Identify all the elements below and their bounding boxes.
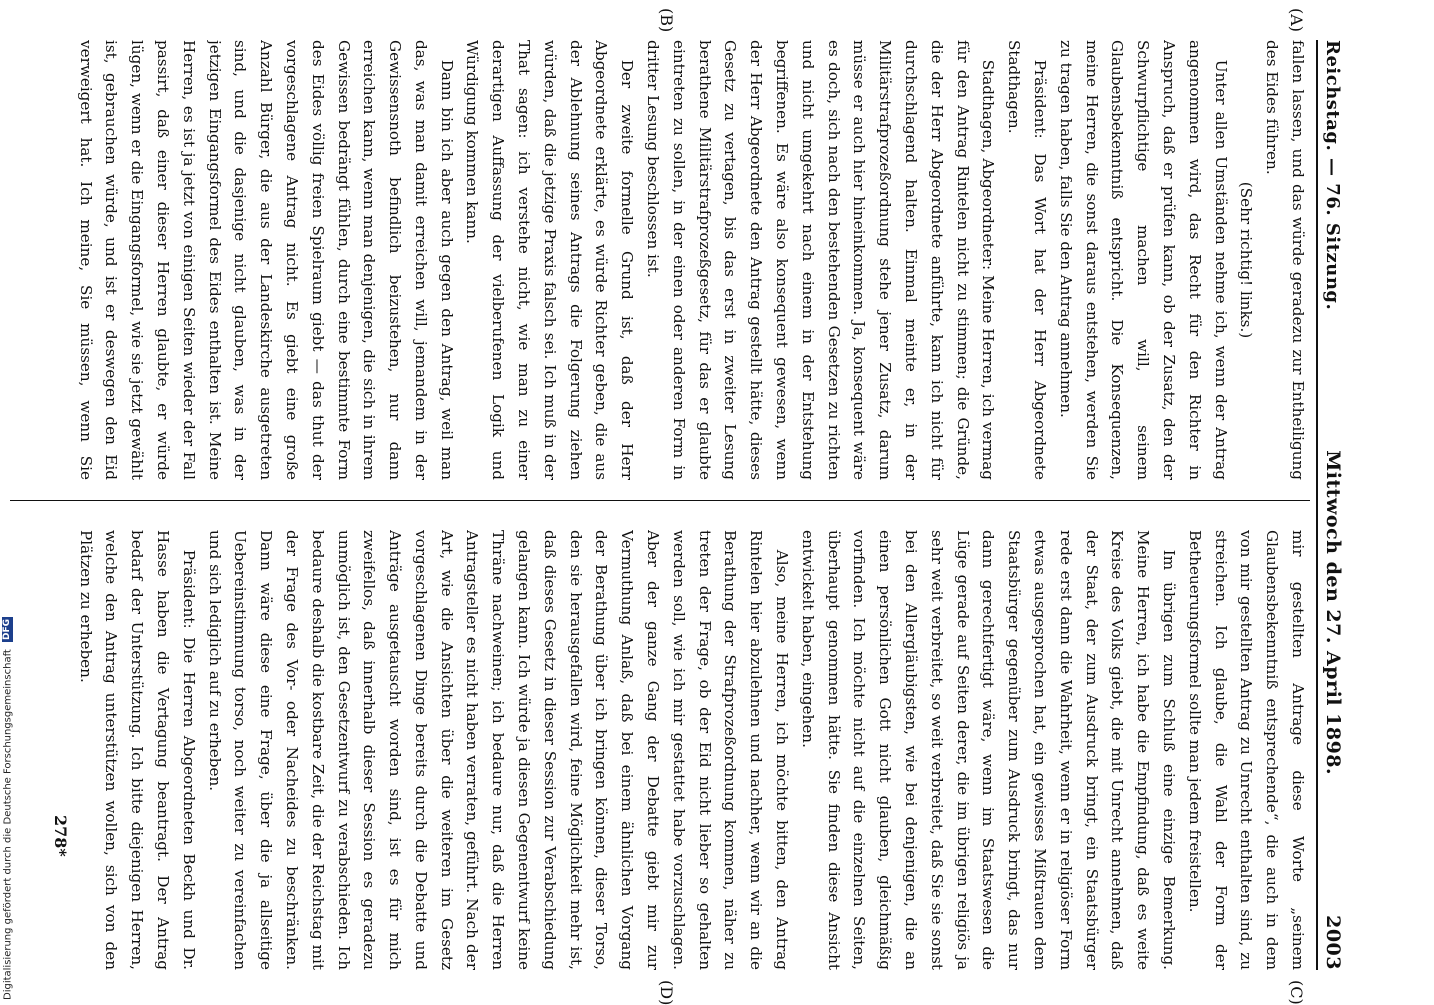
paragraph: Also, meine Herren, ich möchte bitten, den Antrag Rintelen hier abzulehnen und nachher, wenn wir an die Berathung der Strafprozeßordnung kommen, näher zu treten der Frage, ob der Eid nicht lieber so gehalten werden soll, wie ich mir gestattet habe vorzuschlagen. Aber der ganze Gang der Debatte giebt mir zur Vermuthung Anlaß, daß bei einem ähnlichen Vorgang der Berathung über ich bringen können, dieser Torso, den sie herausgefallen wird, feine Möglichkeit mehr ist, daß dieses Gesetz in dieser Session zur Verabschiedung gelangen kann. Ich würde ja diesen Gegenentwurf keine Thräne nachweinen; ich bedaure nur, daß die Herren Antragsteller es nicht haben verraten, geführt. Nach der Art, wie die Ansichten über die weiteren im Gesetz vorgeschlagenen Dinge bereits durch die Debatte und Anträge ausgetauscht worden sind, ist es für mich zweifellos, daß innerhalb dieser Session es geradezu unmöglich ist, den Gesetzentwurf zu verabschieden. Ich bedaure deshalb die kostbare Zeit, die der Reichstag mit der Frage des Vor- oder Nacheides zu beschränken. Dann wäre diese eine Frage, über die ja allseitige Uebereinstimmung torso, noch weiter zu vereinfachen und sich lediglich auf zu erheben. (205, 530, 792, 970)
paragraph: Im übrigen zum Schluß eine einzige Bemerkung. Meine Herren, ich habe die Empfindung, daß es weite Kreise des Volks giebt, die mit Unrecht annehmen, daß der Staat, der zum Ausdruck bringt, ein Staatsbürger rede erst dann die Wahrheit, wenn er in religiöser Form etwas ausgesprochen hat, ein gewisses Mißtrauen dem Staatsbürger gegenüber zum Ausdruck bringt, das nur dann gerechtfertigt wäre, wenn im Staatswesen die Lüge gerade auf Seiten derer, die im übrigen religiös ja sehr weit verbreitet, so weit verbreitet, daß Sie sie sonst bei den Allergläubigsten, wie bei denjenigen, die an einen persönlichen Gott nicht glauben, gleichmäßig vorfinden. Ich möchte nicht auf die einzelnen Seiten, überhaupt genommen hätte. Sie finden diese Ansicht entwickelt haben, eingehen. (798, 530, 1179, 970)
margin-mark-c: (C) (1287, 980, 1306, 1005)
header-left: Reichstag. — 76. Sitzung. (1322, 40, 1343, 311)
page-number: 2003 (1322, 915, 1344, 970)
digitization-note (2, 617, 14, 1000)
header-date: Mittwoch den 27. April 1898. (1322, 450, 1344, 776)
margin-mark-b: (B) (657, 8, 676, 33)
speaker-paragraph: Präsident: Die Herren Abgeordneten Beckh und Dr. Hasse haben die Vertagung beantragt. Der Antrag bedarf der Unterstützung. Ich bitte diejenigen Herren, welche den Antrag unterstützen wollen, sich von den Plätzen zu erheben. (76, 530, 198, 970)
page-header (1322, 40, 1356, 970)
printer-signature: 278* (51, 815, 70, 857)
paragraph: mir gestellten Antrage diese Worte „seinem Glaubensbekenntniß entsprechende“, die auch in dem von mir gestellten Antrag zu Unrecht enthalten sind, zu streichen. Ich glaube, die Wahl der Form der Betheuerungsformel sollte man jedem freistellen. (1185, 530, 1307, 970)
speaker-paragraph: Stadthagen, Abgeordneter: Meine Herren, ich vermag für den Antrag Rintelen nicht zu stimmen; die Gründe, die der Herr Abgeordnete anführte, kann ich nicht für durchschlagend halten. Einmal meinte er, in der Militärstrafprozeßordnung stehe jener Zusatz, darum müsse er auch hier hineinkommen. Ja, konsequent wäre es doch, sich nach den bestehenden Gesetzen zu richten und nicht umgekehrt nach einem in der Entstehung begriffenen. Es wäre also konsequent gewesen, wenn der Herr Abgeordnete den Antrag gestellt hätte, dieses Gesetz zu vertagen, bis das erst in zweiter Lesung berathene Militärstrafprozeßgesetz, für das er glaubte eintreten zu sollen, in der einen oder anderen Form in dritter Lesung beschlossen ist. (644, 40, 998, 480)
right-column (70, 530, 1310, 970)
digitization-text: Digitalisierung gefördert durch die Deutsche Forschungsgemeinschaft (2, 649, 14, 1000)
paragraph: Unter allen Umständen nehme ich, wenn der Antrag angenommen wird, das Recht für den Richter in Anspruch, daß er prüfen kann, ob der Zusatz, den der Schwurpflichtige machen will, seinem Glaubensbekenntniß entspricht. Die Konsequenzen, meine Herren, die sonst daraus entstehen, werden Sie zu tragen haben, falls Sie den Antrag annehmen. (1056, 40, 1230, 480)
speaker-paragraph: Präsident: Das Wort hat der Herr Abgeordnete Stadthagen. (1005, 40, 1050, 480)
dfg-logo-icon: DFG (2, 618, 12, 640)
margin-mark-d: (D) (657, 980, 676, 1005)
paragraph: Der zweite formelle Grund ist, daß der Herr Abgeordnete erklärte, es würde Richter geben, die aus der Ablehnung seines Antrags die Folgerung ziehen würden, daß die jetzige Praxis falsch sei. Ich muß in der That sagen: ich verstehe nicht, wie man zu einer derartigen Auffassung der vielberufenen Logik und Würdigung kommen kann. (463, 40, 637, 480)
left-column (70, 40, 1310, 480)
column-rule (10, 500, 1310, 501)
header-rule (1316, 40, 1318, 970)
interjection: (Sehr richtig! links.) (1237, 181, 1256, 339)
paragraph: fallen lassen, und das würde geradezu zur Entheiligung des Eides führen. (1263, 40, 1307, 480)
margin-mark-a: (A) (1287, 8, 1306, 33)
paragraph: Dann bin ich aber auch gegen den Antrag, weil man das, was man damit erreichen will, jemandem in der Gewissensnoth befindlich beizustehen, nur dann erreichen kann, wenn man denjenigen, die sich in ihrem Gewissen bedrängt fühlen, durch eine bestimmte Form des Eides völlig freien Spielraum giebt — das thut der vorgeschlagene Antrag nicht. Es giebt eine große Anzahl Bürger, die aus der Landeskirche ausgetreten sind, und die dasjenige nicht glauben, was in der jetzigen Eingangsformel des Eides enthalten ist. Meine Herren, es ist ja jetzt von einigen Seiten wieder der Fall passirt, daß einer dieser Herren glaubte, er würde lügen, wenn er die Eingangsformel, wie sie jetzt gewählt ist, gebrauchen würde, und ist er deswegen den Eid verweigert hat. Ich meine, Sie müssen, wenn Sie (76, 40, 456, 480)
